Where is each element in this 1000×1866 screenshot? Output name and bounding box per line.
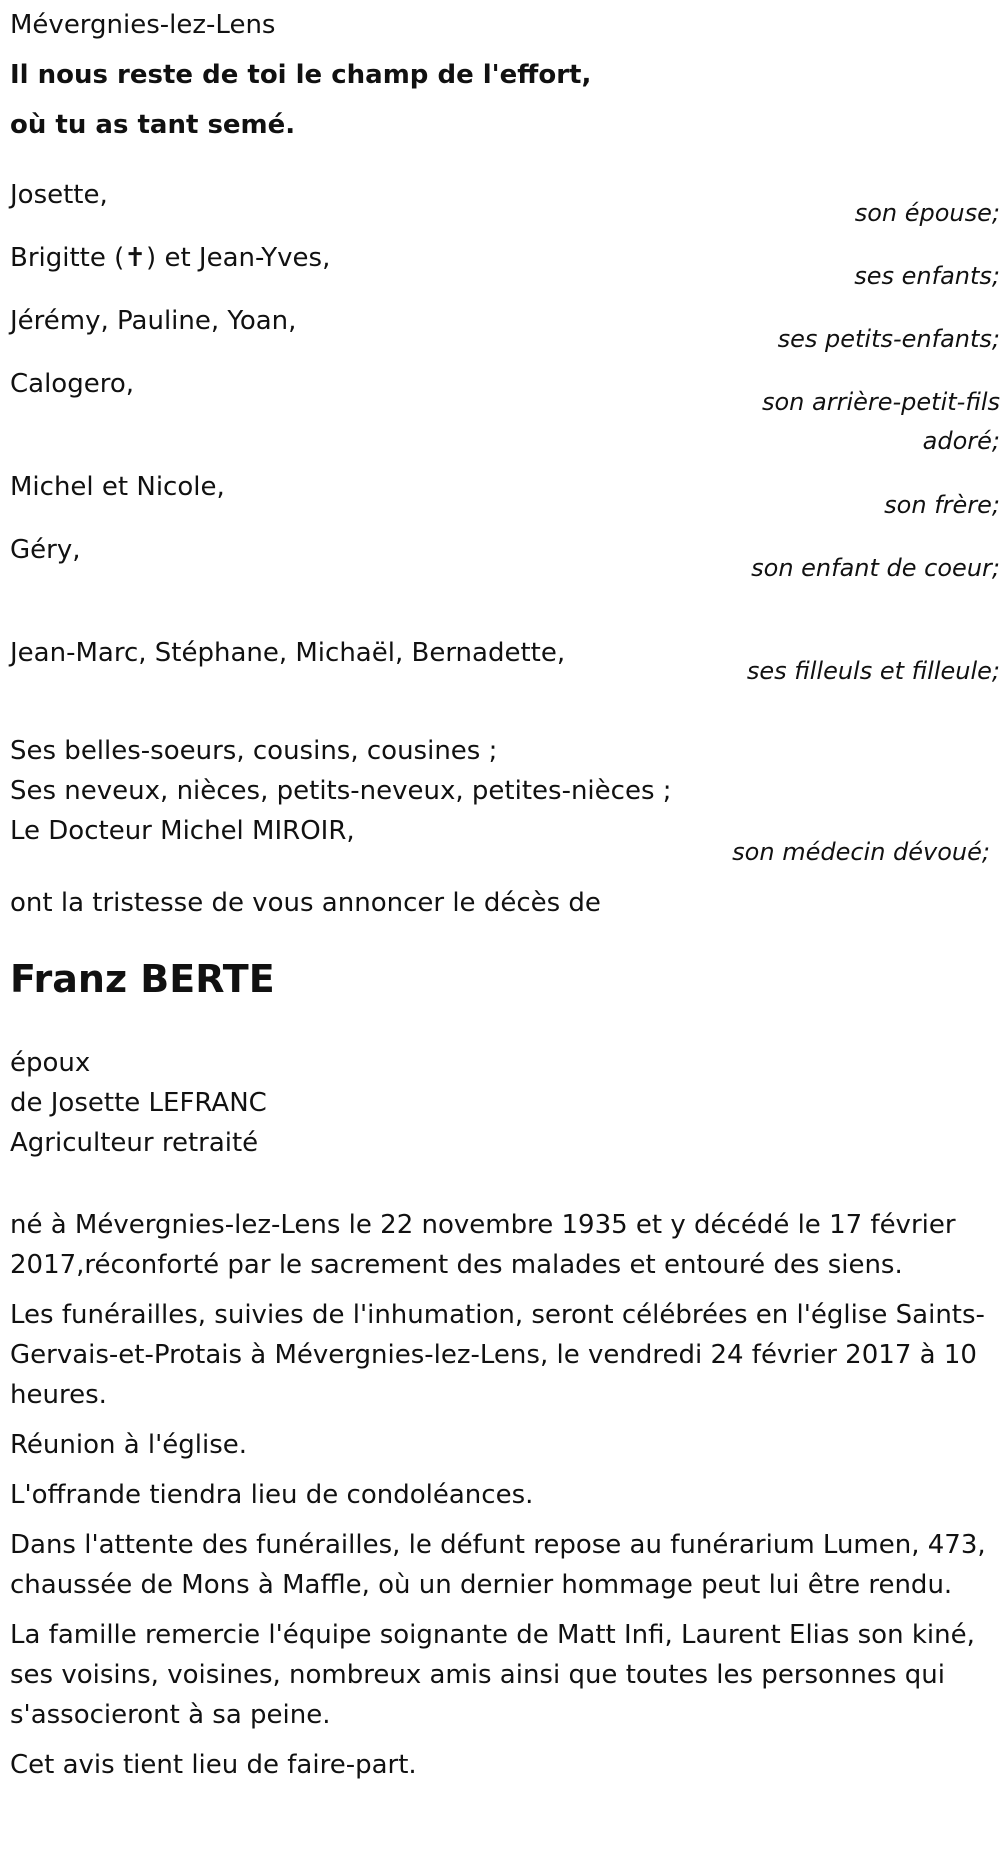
epitaph	[10, 50, 990, 150]
family-relation: ses petits-enfants;	[777, 325, 1000, 353]
birth-death-paragraph: né à Mévergnies-lez-Lens le 22 novembre 1935 et y décédé le 17 février 2017,réconforté par le sacrement des malades et entouré des siens.	[10, 1210, 956, 1280]
family-row-children	[10, 233, 1000, 296]
family-row-grandchildren	[10, 296, 1000, 359]
family-row-brother	[10, 462, 1000, 525]
family-relation: son enfant de coeur;	[751, 554, 1000, 582]
family-member-name: Calogero,	[10, 369, 135, 399]
family-relation: ses enfants;	[854, 262, 1000, 290]
family-relation: son épouse;	[854, 199, 1000, 227]
other-relatives	[10, 731, 1000, 883]
family-relation: son frère;	[884, 491, 1000, 519]
family-row-great-grandchild	[10, 359, 1000, 462]
family-row-godchildren	[10, 628, 1000, 731]
family-member-name: Jean-Marc, Stéphane, Michaël, Bernadette,	[10, 638, 566, 668]
identity-line-3: Agriculteur retraité	[10, 1128, 259, 1158]
doctor-relation: son médecin dévoué;	[732, 838, 990, 866]
funerarium-paragraph: Dans l'attente des funérailles, le défunt repose au funérarium Lumen, 473, chaussée de Mons à Maffle, où un dernier hommage peut lui être rendu.	[10, 1530, 986, 1600]
family-row-spouse	[10, 170, 1000, 233]
family-member-name: Géry,	[10, 535, 81, 565]
family-row-heart-child	[10, 525, 1000, 628]
others-line-2: Ses neveux, nièces, petits-neveux, petites-nièces ;	[10, 776, 672, 806]
closing-paragraph: Cet avis tient lieu de faire-part.	[10, 1750, 417, 1780]
identity-line-1: époux	[10, 1048, 91, 1078]
funeral-paragraph: Les funérailles, suivies de l'inhumation, seront célébrées en l'église Saints-Gervais-et-Protais à Mévergnies-lez-Lens, le vendredi 24 février 2017 à 10 heures.	[10, 1300, 985, 1410]
epitaph-line-1: Il nous reste de toi le champ de l'effort,	[10, 60, 592, 90]
thanks-paragraph: La famille remercie l'équipe soignante de Matt Infi, Laurent Elias son kiné, ses voisins, voisines, nombreux amis ainsi que toutes les personnes qui s'associeront à sa peine.	[10, 1620, 975, 1730]
meeting-paragraph: Réunion à l'église.	[10, 1430, 248, 1460]
deceased-identity	[10, 1043, 990, 1163]
offering-paragraph: L'offrande tiendra lieu de condoléances.	[10, 1480, 534, 1510]
family-member-name: Michel et Nicole,	[10, 472, 225, 502]
family-member-name: Brigitte (✝) et Jean-Yves,	[10, 243, 331, 273]
place-name: Mévergnies-lez-Lens	[10, 10, 276, 40]
family-member-name: Jérémy, Pauline, Yoan,	[10, 306, 297, 336]
doctor-name: Le Docteur Michel MIROIR,	[10, 816, 355, 846]
notice-body	[10, 1205, 990, 1785]
others-line-1: Ses belles-soeurs, cousins, cousines ;	[10, 736, 498, 766]
deceased-name: Franz BERTE	[10, 957, 275, 1001]
family-list	[10, 170, 1000, 883]
epitaph-line-2: où tu as tant semé.	[10, 110, 296, 140]
family-relation: ses filleuls et filleule;	[746, 657, 1000, 685]
family-member-name: Josette,	[10, 180, 108, 210]
identity-line-2: de Josette LEFRANC	[10, 1088, 267, 1118]
family-relation: son arrière-petit-fils adoré;	[761, 388, 1000, 455]
announcement: ont la tristesse de vous annoncer le décès de	[10, 888, 601, 918]
